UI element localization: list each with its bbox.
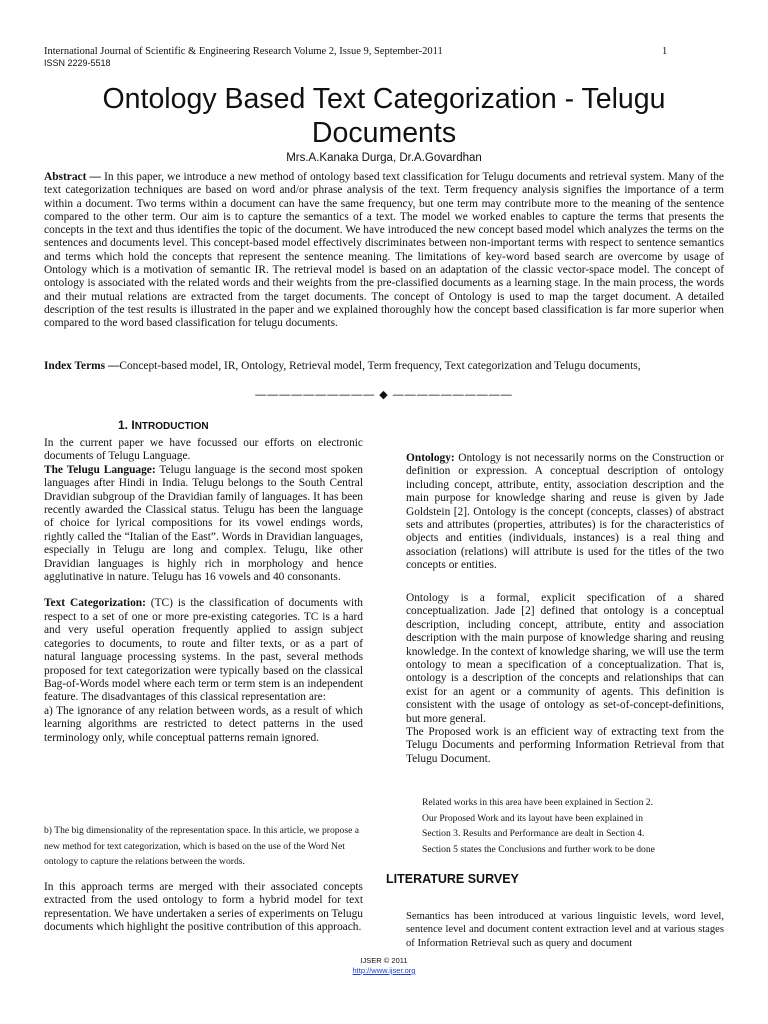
abstract-label: Abstract (44, 171, 87, 183)
related-line-1: Related works in this area have been explained in Section 2. (422, 797, 653, 808)
paper-title: Ontology Based Text Categorization - Telugu Documents (102, 83, 666, 149)
ontology-label: Ontology: (406, 452, 455, 464)
point-b: b) The big dimensionality of the representation space. In this article, we propose a new method for text categorization, which is based on the use of the Word Net ontology to capture the relations between the words. (44, 825, 359, 868)
literature-survey-heading: LITERATURE SURVEY (386, 872, 519, 886)
telugu-paragraph (44, 464, 363, 585)
literature-survey-text: Semantics has been introduced at various linguistic levels, word level, sentence level and document content extraction level and at various stages of Information Retrieval such as query and document (406, 911, 724, 949)
ontology-definition (406, 592, 724, 766)
index-terms-label: Index Terms (44, 360, 106, 372)
journal-header: International Journal of Scientific & Engineering Research Volume 2, Issue 9, September-2011 (44, 46, 443, 57)
related-line-2: Our Proposed Work and its layout have been explained in (422, 812, 643, 824)
point-a: a) The ignorance of any relation between words, as a result of which learning algorithms are restricted to detect patterns in the used terminology only, while conceptual patterns remain ignored. (44, 704, 363, 744)
footer-url-link[interactable]: http://www.ijser.org (352, 966, 416, 975)
related-works (422, 795, 724, 857)
index-terms-text: Concept-based model, IR, Ontology, Retrieval model, Term frequency, Text categorization and Telugu documents, (119, 360, 641, 372)
authors: Mrs.A.Kanaka Durga, Dr.A.Govardhan (286, 152, 482, 164)
tc-label: Text Categorization: (44, 597, 146, 610)
page-number: 1 (662, 46, 668, 57)
intro-rest: NTRODUCTION (134, 421, 209, 432)
tc-paragraph (44, 597, 363, 704)
telugu-text: Telugu language is the second most spoken languages after Hindi in India. Telugu belongs to the South Central Dravidian subgroup of the Dravidian family of languages. It has been recently awarded the Classical status. Telugu has been the language of choice for lyrical compositions for its vowel endings words, rightly called the “Italian of the East”. Words in Dravidian languages, especially in Telugu are long and complex. Telugu, like other Dravidian languages is highly rich in morphology and hence agglutinative in nature. Telugu has 16 vowels and 40 consonants. (44, 463, 364, 584)
telugu-label: The Telugu Language: (44, 463, 156, 476)
ontology-paragraph (406, 452, 724, 573)
introduction-heading (118, 418, 209, 432)
approach-paragraph: In this approach terms are merged with their associated concepts extracted from the used ontology to form a hybrid model for text representation. We have undertaken a series of experiments on Telugu documents which highlight the positive contribution of this approach. (44, 881, 363, 934)
index-terms-dash: — (105, 360, 120, 372)
related-line-4: Section 5 states the Conclusions and further work to be done (422, 843, 655, 855)
ontology-text: Ontology is not necessarily norms on the Construction or definition or expression. A conceptual description of ontology including concept, attribute, entity, association description and the main purpose for knowledge sharing and reuse is given by Jade Goldstein [2]. Ontology is the concept (concepts, classes) of abstract sets and attributes (properties, attributes) is for the characteristics of objects and entities (individuals, instances) is a real thing and association (relations) will attribute is used for the titles of the two concepts or entities. (406, 452, 724, 572)
intro-first-letter: I (131, 418, 135, 432)
abstract-dash: — (86, 171, 105, 183)
abstract-text: In this paper, we introduce a new method of ontology based text classification for Telugu documents and retrieval system. Many of the text categorization techniques are based on word and/or phrase analysis of the text. Term frequency analysis signifies the importance of a term within a document. Two terms within a document can have the same frequency, but one term may contribute more to the meaning of the sentence compared to the other term. Our aim is to capture the semantics of a text. The model we worked enables to capture the terms that presents the concepts in the text and thus identifies the topic of the document. We have introduced the new concept based model which analyzes the terms on the sentences and documents level. This concept-based model effectively discriminates between non-important terms with respect to sentence semantics and terms which hold the concepts that represent the sentence meaning. The limitations of key-word based search are overcome by usage of Ontology which is a motivation of semantic IR. The retrieval model is based on an adaptation of the classic vector-space model. The concept of ontology is associated with the related words and their weights from the pre-classified documents as a learning stage. In the main process, the words and their mutual relations are extracted from the target documents. The concept of Ontology is used to map the target document. A detailed description of the test results is illustrated in the paper and we explained thoroughly how the concept based classification is far more superior when compared to the word based classification for telugu documents. (44, 171, 724, 330)
abstract (44, 171, 724, 331)
issn: ISSN 2229-5518 (44, 58, 111, 68)
tc-text: (TC) is the classification of documents with respect to a set of one or more pre-existing categories. TC is a hard and very useful operation frequently applied to assign subject categories to documents, to route and filter texts, or as a part of natural language processing systems. In the past, several methods proposed for text categorization were typically based on the classical Bag-of-Words model where each term or term stem is an independent feature. The disadvantages of this classical representation are: (44, 597, 363, 704)
section-divider: —————————— ◆ —————————— (255, 389, 513, 401)
proposed-work-paragraph: The Proposed work is an efficient way of extracting text from the Telugu Documents and performing Information Retrieval from that Telugu Document. (406, 726, 724, 765)
ontology-definition-paragraph: Ontology is a formal, explicit specification of a shared conceptualization. Jade [2] defined that ontology is a conceptual description, including concept, attribute, entity and association description with the main purpose of knowledge sharing and reusing knowledge. In the context of knowledge sharing, we will use the term ontology to mean a specification of a conceptualization. That is, ontology is a description of the concepts and relationships that can exist for an agent or a community of agents. This definition is consistent with the usage of ontology as set-of-concept-definitions, but more general. (406, 592, 724, 725)
footer-copyright: IJSER © 2011 (360, 956, 408, 965)
intro-number: 1. (118, 418, 132, 432)
intro-paragraph: In the current paper we have focussed our efforts on electronic documents of Telugu Language. (44, 437, 363, 463)
intro-column-text (44, 437, 363, 745)
index-terms (44, 360, 724, 372)
related-line-3: Section 3. Results and Performance are dealt in Section 4. (422, 828, 645, 840)
